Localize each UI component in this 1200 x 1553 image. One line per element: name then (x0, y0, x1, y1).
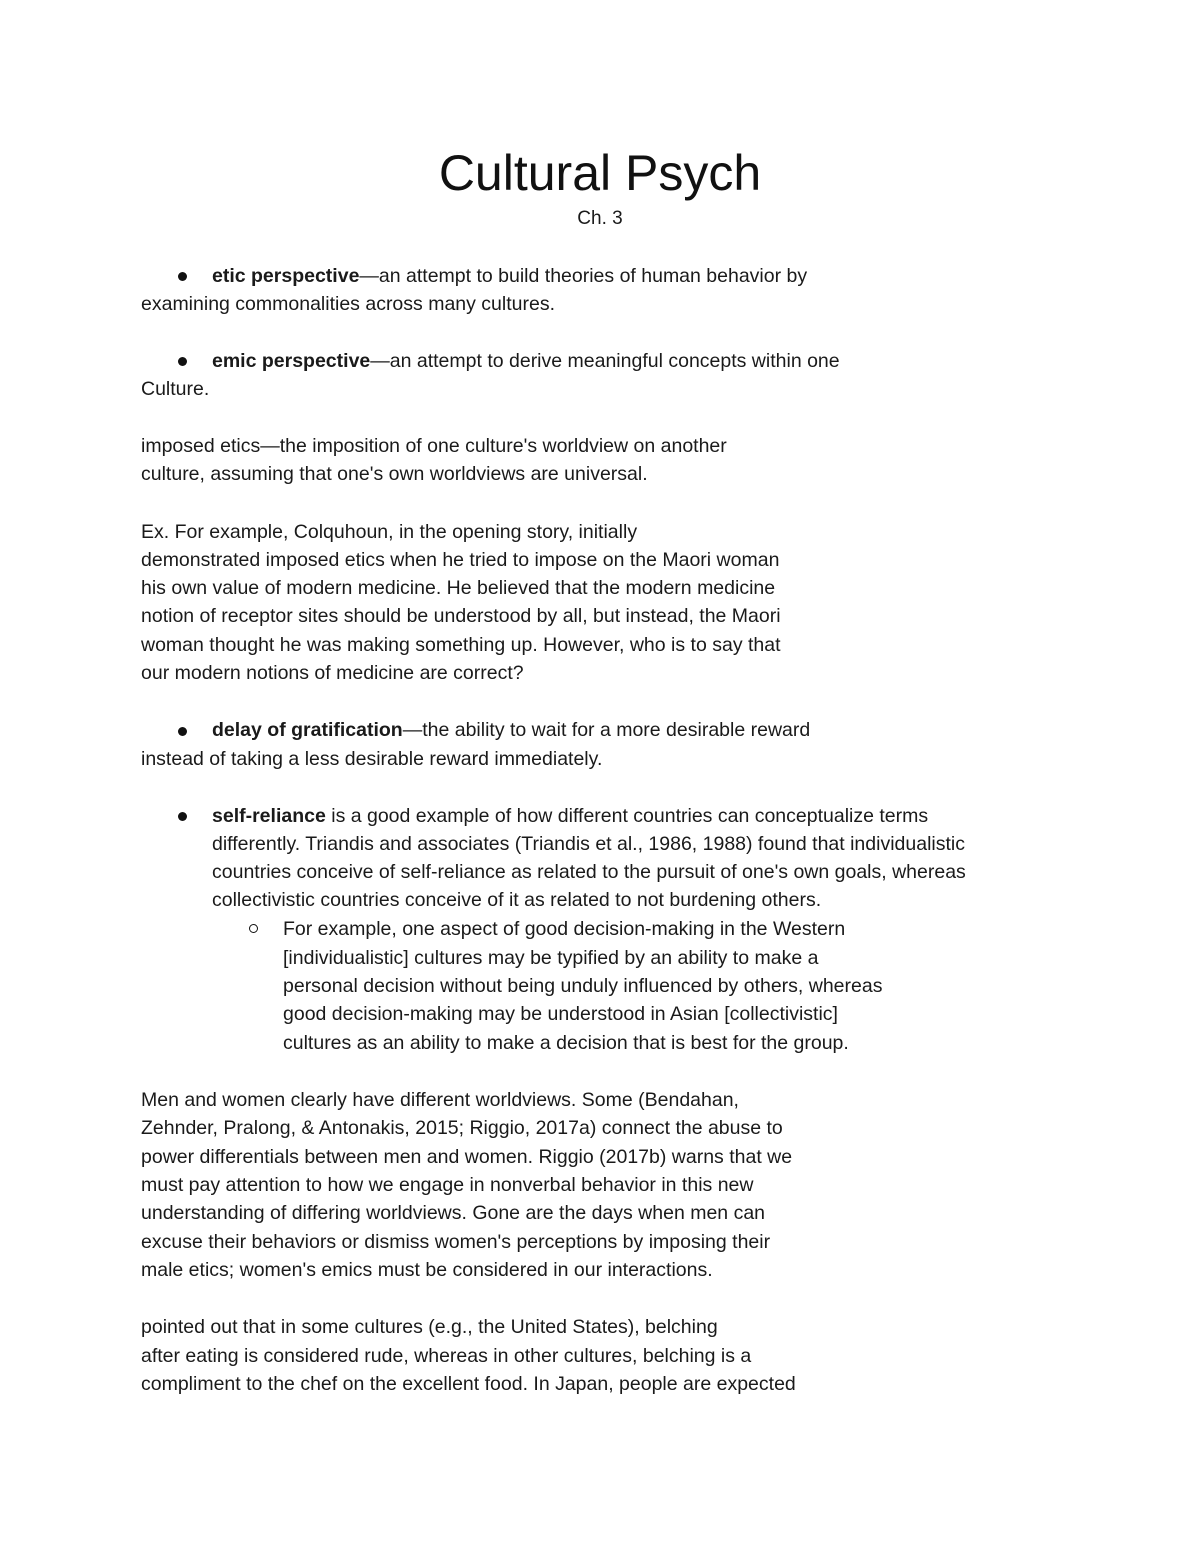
document-title: Cultural Psych (438, 145, 762, 201)
example-line: our modern notions of medicine are correct? (141, 662, 524, 684)
imposed-etics-line: imposed etics—the imposition of one culture's worldview on another (141, 435, 727, 457)
example-line: woman thought he was making something up. However, who is to say that (141, 634, 781, 656)
bullet-dot-icon (178, 727, 187, 736)
document-subtitle: Ch. 3 (577, 208, 623, 229)
emic-definition-line-1 (212, 347, 840, 376)
self-reliance-line: countries conceive of self-reliance as related to the pursuit of one's own goals, whereas (212, 861, 966, 883)
self-reliance-term: self-reliance (212, 805, 326, 827)
belching-line: after eating is considered rude, whereas in other cultures, belching is a (141, 1345, 752, 1367)
etic-definition-line-1 (212, 262, 807, 291)
etic-term: etic perspective (212, 265, 360, 287)
bullet-circle-icon (249, 924, 258, 933)
belching-line: compliment to the chef on the excellent food. In Japan, people are expected (141, 1373, 796, 1395)
men-women-line: power differentials between men and women. Riggio (2017b) warns that we (141, 1146, 793, 1168)
men-women-line: excuse their behaviors or dismiss women's perceptions by imposing their (141, 1231, 771, 1253)
emic-definition-text: —an attempt to derive meaningful concepts within one (370, 350, 840, 372)
men-women-line: must pay attention to how we engage in nonverbal behavior in this new (141, 1174, 754, 1196)
delay-term: delay of gratification (212, 719, 403, 741)
emic-term: emic perspective (212, 350, 371, 372)
men-women-line: understanding of differing worldviews. Gone are the days when men can (141, 1202, 766, 1224)
belching-line: pointed out that in some cultures (e.g., the United States), belching (141, 1316, 718, 1338)
delay-definition-text: —the ability to wait for a more desirable reward (402, 719, 811, 741)
sub-bullet-line: good decision-making may be understood in Asian [collectivistic] (283, 1003, 838, 1025)
bullet-dot-icon (178, 812, 187, 821)
etic-definition-line-2: examining commonalities across many cultures. (141, 293, 555, 315)
self-reliance-line-1 (212, 802, 928, 831)
men-women-line: male etics; women's emics must be considered in our interactions. (141, 1259, 713, 1281)
example-line: Ex. For example, Colquhoun, in the opening story, initially (141, 521, 638, 543)
sub-bullet-line: For example, one aspect of good decision-making in the Western (283, 918, 846, 940)
delay-definition-line-1 (212, 716, 810, 745)
example-line: his own value of modern medicine. He believed that the modern medicine (141, 577, 776, 599)
sub-bullet-line: personal decision without being unduly influenced by others, whereas (283, 975, 883, 997)
self-reliance-line: collectivistic countries conceive of it as related to not burdening others. (212, 889, 822, 911)
men-women-line: Zehnder, Pralong, & Antonakis, 2015; Riggio, 2017a) connect the abuse to (141, 1117, 783, 1139)
men-women-line: Men and women clearly have different worldviews. Some (Bendahan, (141, 1089, 739, 1111)
sub-bullet-line: [individualistic] cultures may be typified by an ability to make a (283, 947, 819, 969)
sub-bullet-line: cultures as an ability to make a decision that is best for the group. (283, 1032, 849, 1054)
emic-definition-line-2: Culture. (141, 378, 210, 400)
delay-definition-line-2: instead of taking a less desirable reward immediately. (141, 748, 603, 770)
imposed-etics-line: culture, assuming that one's own worldviews are universal. (141, 463, 648, 485)
etic-definition-text: —an attempt to build theories of human behavior by (359, 265, 808, 287)
bullet-dot-icon (178, 357, 187, 366)
bullet-dot-icon (178, 272, 187, 281)
self-reliance-line: differently. Triandis and associates (Triandis et al., 1986, 1988) found that individualistic (212, 833, 965, 855)
example-line: demonstrated imposed etics when he tried to impose on the Maori woman (141, 549, 780, 571)
example-line: notion of receptor sites should be understood by all, but instead, the Maori (141, 605, 781, 627)
self-reliance-text: is a good example of how different countries can conceptualize terms (325, 805, 929, 827)
